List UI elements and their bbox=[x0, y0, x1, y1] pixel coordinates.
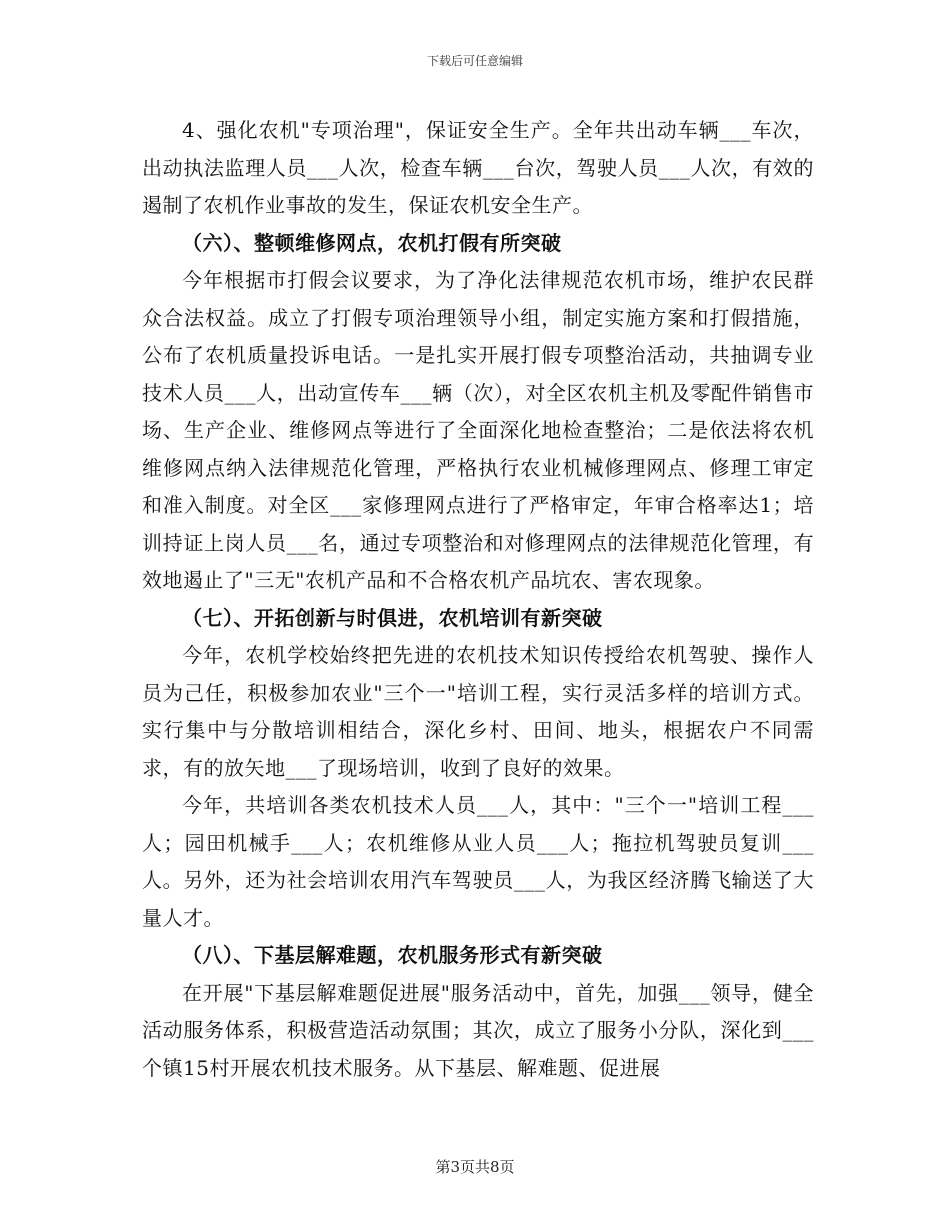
paragraph-grassroots-service: 在开展"下基层解难题促进展"服务活动中，首先，加强___领导，健全活动服务体系，积极营造活动氛围；其次，成立了服务小分队，深化到___个镇15村开展农机技术服务。从下基层、解难题、促进展 bbox=[142, 980, 814, 1080]
paragraph-safety-production: 4、强化农机"专项治理"，保证安全生产。全年共出动车辆___车次，出动执法监理人员___人次，检查车辆___台次，驾驶人员___人次，有效的遏制了农机作业事故的发生，保证农机安全生产。 bbox=[142, 118, 814, 217]
document-body bbox=[142, 112, 814, 1087]
page-indicator: 第3页共8页 bbox=[435, 1158, 515, 1176]
paragraph-training-statistics: 今年，共培训各类农机技术人员___人，其中："三个一"培训工程___人；园田机械手___人；农机维修从业人员___人；拖拉机驾驶员复训___人。另外，还为社会培训农用汽车驾驶员___人，为我区经济腾飞输送了大量人才。 bbox=[142, 793, 814, 930]
paragraph-anti-counterfeit: 今年根据市打假会议要求，为了净化法律规范农机市场，维护农民群众合法权益。成立了打假专项治理领导小组，制定实施方案和打假措施，公布了农机质量投诉电话。一是扎实开展打假专项整治活动，共抽调专业技术人员___人，出动宣传车___辆（次），对全区农机主机及零配件销售市场、生产企业、维修网点等进行了全面深化地检查整治；二是依法将农机维修网点纳入法律规范化管理，严格执行农业机械修理网点、修理工审定和准入制度。对全区___家修理网点进行了严格审定，年审合格率达1；培训持证上岗人员___名，通过专项整治和对修理网点的法律规范化管理，有效地遏止了"三无"农机产品和不合格农机产品坑农、害农现象。 bbox=[142, 268, 814, 592]
section-heading-8: （八）、下基层解难题，农机服务形式有新突破 bbox=[182, 943, 603, 967]
paragraph-training-school: 今年，农机学校始终把先进的农机技术知识传授给农机驾驶、操作人员为己任，积极参加农业"三个一"培训工程，实行灵活多样的培训方式。实行集中与分散培训相结合，深化乡村、田间、地头，根据农户不同需求，有的放矢地___了现场培训，收到了良好的效果。 bbox=[142, 643, 814, 780]
section-heading-7: （七）、开拓创新与时俱进，农机培训有新突破 bbox=[182, 605, 603, 630]
section-heading-6: （六）、整顿维修网点，农机打假有所突破 bbox=[182, 230, 562, 255]
header-note: 下载后可任意编辑 bbox=[426, 54, 523, 68]
